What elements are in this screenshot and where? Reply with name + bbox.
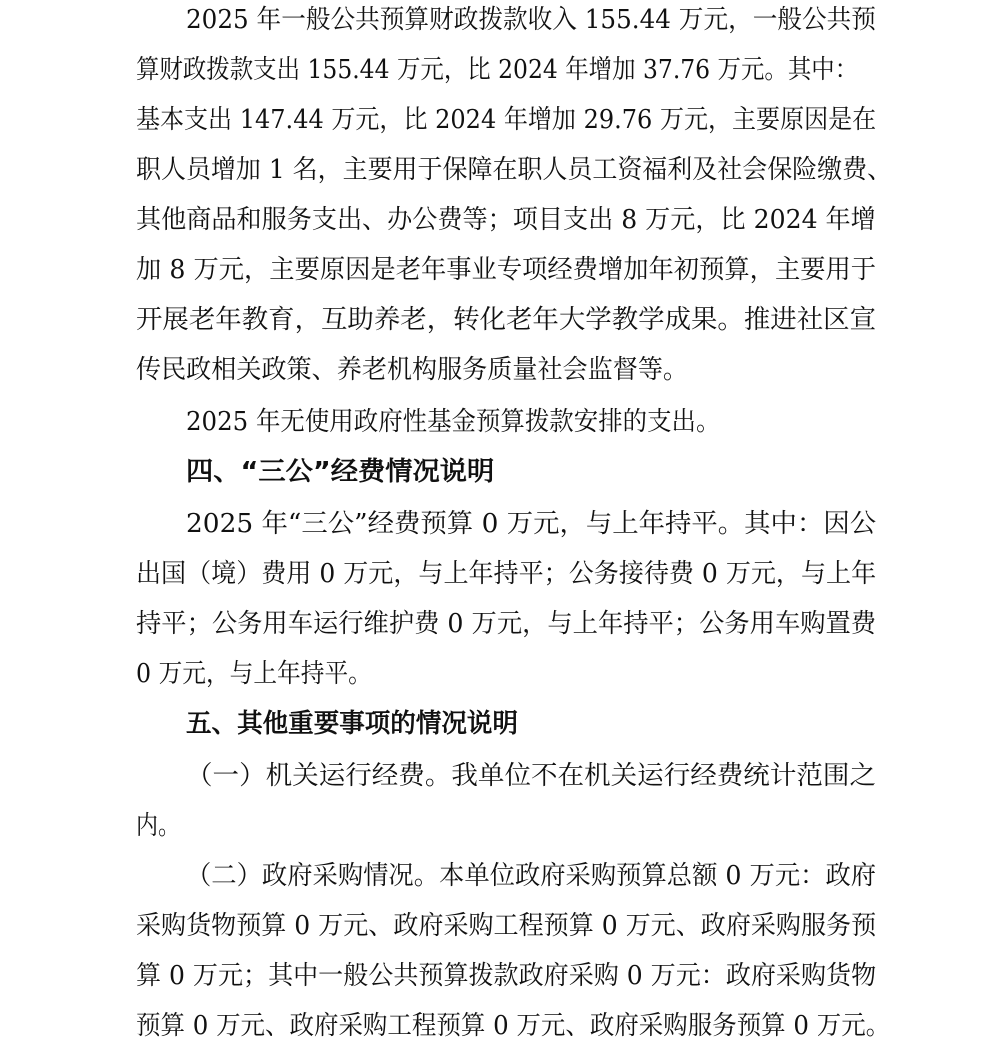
paragraph-line: 持平；公务用车运行维护费 0 万元，与上年持平；公务用车购置费 (136, 609, 877, 639)
paragraph-line: 算财政拨款支出 155.44 万元，比 2024 年增加 37.76 万元。其中： (136, 55, 859, 85)
paragraph-line: 出国（境）费用 0 万元，与上年持平；公务接待费 0 万元，与上年 (136, 559, 877, 589)
paragraph-line: 内。 (136, 811, 181, 841)
paragraph-line: 加 8 万元，主要原因是老年事业专项经费增加年初预算，主要用于 (136, 255, 877, 285)
paragraph-line: 2025 年“三公”经费预算 0 万元，与上年持平。其中：因公 (186, 509, 877, 539)
paragraph-line: 其他商品和服务支出、办公费等；项目支出 8 万元，比 2024 年增 (136, 205, 876, 235)
paragraph-line: （二）政府采购情况。本单位政府采购预算总额 0 万元：政府 (186, 861, 877, 891)
paragraph-line: 预算 0 万元、政府采购工程预算 0 万元、政府采购服务预算 0 万元。 (136, 1011, 891, 1041)
paragraph-line: 职人员增加 1 名，主要用于保障在职人员工资福利及社会保险缴费、 (136, 155, 893, 185)
section-heading: 五、其他重要事项的情况说明 (186, 709, 519, 739)
paragraph-line: 算 0 万元；其中一般公共预算拨款政府采购 0 万元：政府采购货物 (136, 961, 877, 991)
paragraph-line: 0 万元，与上年持平。 (136, 659, 372, 689)
paragraph-line: （一）机关运行经费。我单位不在机关运行经费统计范围之 (186, 761, 877, 791)
paragraph-line: 采购货物预算 0 万元、政府采购工程预算 0 万元、政府采购服务预 (136, 911, 877, 941)
paragraph-line: 传民政相关政策、养老机构服务质量社会监督等。 (136, 355, 689, 385)
paragraph-line: 开展老年教育，互助养老，转化老年大学教学成果。推进社区宣 (136, 305, 877, 335)
paragraph-line: 2025 年一般公共预算财政拨款收入 155.44 万元，一般公共预 (186, 5, 876, 35)
section-heading: 四、“三公”经费情况说明 (186, 457, 495, 487)
paragraph-line: 基本支出 147.44 万元，比 2024 年增加 29.76 万元，主要原因是在 (136, 105, 877, 135)
paragraph-line: 2025 年无使用政府性基金预算拨款安排的支出。 (186, 407, 721, 437)
